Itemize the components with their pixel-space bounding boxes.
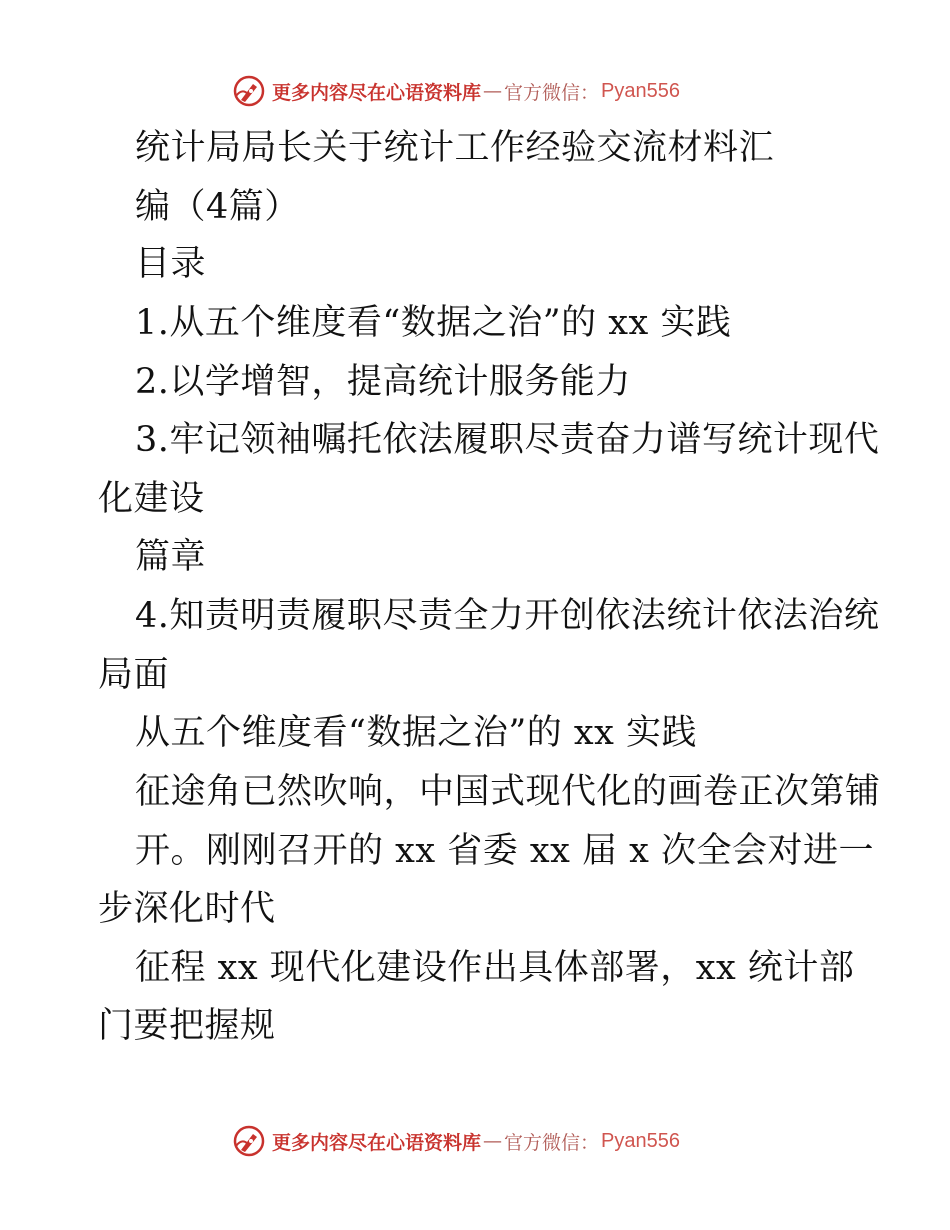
toc-item-continuation: 化建设: [98, 479, 205, 519]
section-title: 从五个维度看“数据之治”的 xx 实践: [135, 713, 698, 753]
body-paragraph-line: 开。刚刚召开的 xx 省委 xx 届 x 次全会对进一: [135, 831, 874, 871]
banner-text: 更多内容尽在心语资料库: [272, 81, 482, 104]
banner-wechat-label: 官方微信：: [504, 81, 600, 104]
body-paragraph-line: 门要把握规: [98, 1006, 276, 1046]
body-paragraph-line: 征程 xx 现代化建设作出具体部署，xx 统计部: [135, 948, 855, 988]
doc-title-line-1: 统计局局长关于统计工作经验交流材料汇: [135, 128, 775, 168]
footer-watermark-banner: [232, 1121, 680, 1161]
banner-wechat-id: Pyan556: [601, 1129, 680, 1152]
toc-item-continuation: 篇章: [135, 537, 207, 577]
banner-separator: —: [483, 80, 503, 102]
body-paragraph-line: 征途角已然吹响，中国式现代化的画卷正次第铺: [135, 772, 881, 812]
pen-nib-logo-icon: [232, 74, 266, 108]
toc-item-continuation: 局面: [98, 655, 170, 695]
banner-wechat-id: Pyan556: [601, 79, 680, 102]
banner-text: 更多内容尽在心语资料库: [272, 1131, 482, 1154]
banner-wechat-label: 官方微信：: [504, 1131, 600, 1154]
toc-item: 2.以学增智，提高统计服务能力: [135, 362, 631, 402]
doc-title-line-2: 编（4篇）: [135, 187, 300, 227]
toc-item: 4.知责明责履职尽责全力开创依法统计依法治统: [135, 596, 880, 636]
toc-item: 1.从五个维度看“数据之治”的 xx 实践: [135, 303, 732, 343]
toc-item: 3.牢记领袖嘱托依法履职尽责奋力谱写统计现代: [135, 420, 880, 460]
toc-heading: 目录: [135, 244, 207, 284]
pen-nib-logo-icon: [232, 1124, 266, 1158]
body-paragraph-line: 步深化时代: [98, 889, 276, 929]
banner-separator: —: [483, 1130, 503, 1152]
header-watermark-banner: [232, 71, 680, 111]
